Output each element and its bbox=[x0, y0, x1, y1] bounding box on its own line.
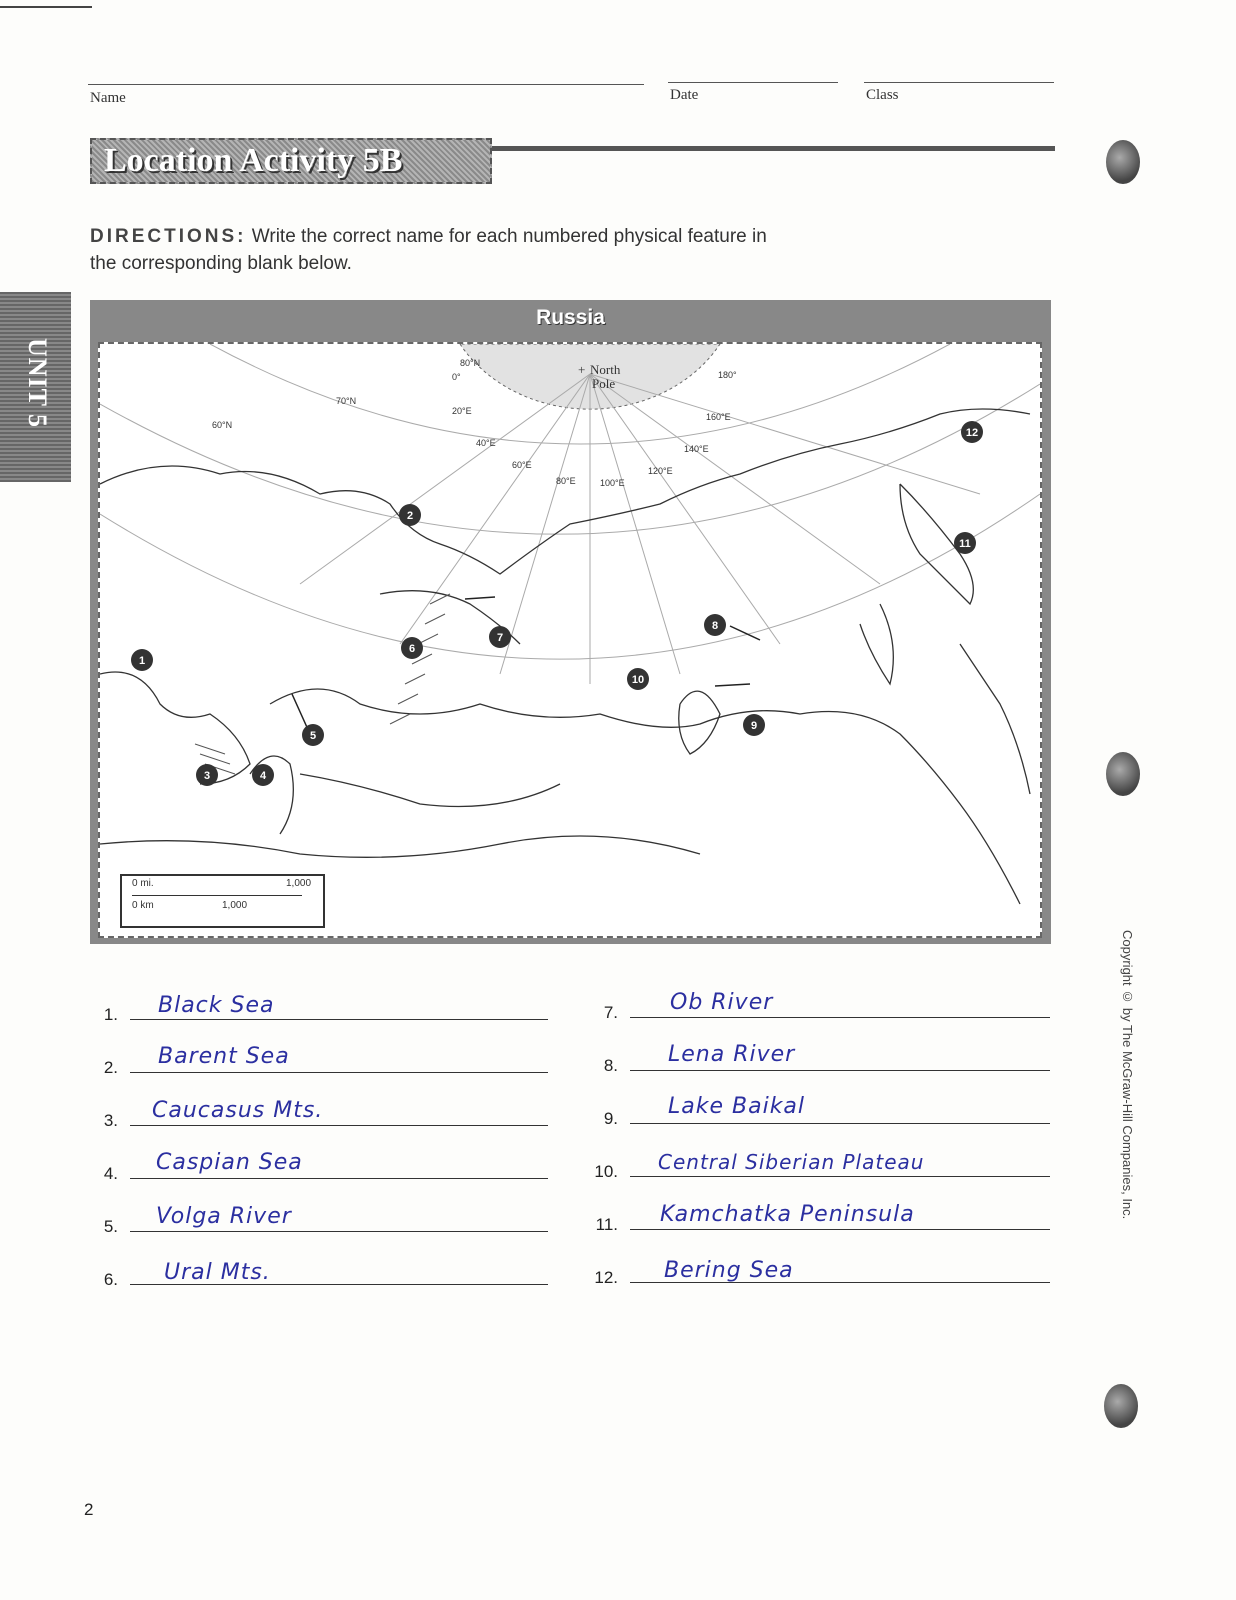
marker-4 bbox=[252, 764, 274, 786]
answer-text: Volga River bbox=[156, 1204, 292, 1229]
answer-line bbox=[130, 1231, 548, 1232]
marker-1 bbox=[131, 649, 153, 671]
date-line bbox=[668, 82, 838, 83]
marker-6 bbox=[401, 637, 423, 659]
answer-number: 11. bbox=[595, 1215, 618, 1234]
map-frame bbox=[90, 300, 1051, 944]
directions-text: Write the correct name for each numbered physical feature in the corresponding blank below. bbox=[90, 226, 767, 274]
answer-text: Black Sea bbox=[158, 993, 275, 1018]
answer-number: 12. bbox=[594, 1268, 618, 1287]
page-title: Location Activity 5B bbox=[104, 142, 403, 179]
answer-number: 3. bbox=[103, 1111, 118, 1130]
map-scale bbox=[120, 874, 325, 928]
scale-km-zero: 0 km bbox=[132, 900, 154, 911]
answer-line bbox=[630, 1123, 1050, 1124]
north-pole-plus: + bbox=[578, 362, 586, 377]
answer-number: 4. bbox=[103, 1164, 118, 1183]
marker-8 bbox=[704, 614, 726, 636]
meridian-140e: 140°E bbox=[684, 444, 709, 454]
russia-map bbox=[100, 344, 1040, 936]
class-label: Class bbox=[866, 87, 899, 103]
directions-lead: DIRECTIONS: bbox=[90, 226, 247, 247]
page-number: 2 bbox=[84, 1500, 94, 1519]
answer-number: 5. bbox=[103, 1217, 118, 1236]
meridian-180: 180° bbox=[718, 370, 737, 380]
answer-number: 9. bbox=[603, 1109, 618, 1128]
answer-line bbox=[130, 1125, 548, 1126]
svg-text:3: 3 bbox=[203, 770, 211, 782]
answer-text: Caspian Sea bbox=[156, 1150, 303, 1175]
svg-text:10: 10 bbox=[631, 674, 645, 686]
answer-number: 6. bbox=[103, 1270, 118, 1289]
punch-hole-middle bbox=[1106, 752, 1140, 796]
parallel-label-80n: 80°N bbox=[460, 358, 481, 368]
answer-number: 2. bbox=[103, 1058, 118, 1077]
answer-number: 10. bbox=[594, 1162, 618, 1181]
marker-7 bbox=[489, 626, 511, 648]
marker-2 bbox=[399, 504, 421, 526]
answer-text: Barent Sea bbox=[158, 1044, 290, 1069]
map-title: Russia bbox=[536, 306, 605, 329]
svg-text:1: 1 bbox=[138, 655, 146, 667]
answer-text: Kamchatka Peninsula bbox=[660, 1202, 915, 1227]
svg-text:8: 8 bbox=[711, 620, 719, 632]
meridian-40e: 40°E bbox=[476, 438, 496, 448]
unit-tab-label: UNIT 5 bbox=[23, 338, 52, 429]
answer-line bbox=[630, 1229, 1050, 1230]
svg-text:6: 6 bbox=[408, 643, 416, 655]
answer-line bbox=[130, 1178, 548, 1179]
answer-text: Ob River bbox=[670, 990, 774, 1015]
stray-mark bbox=[0, 6, 92, 8]
svg-text:5: 5 bbox=[309, 730, 317, 742]
scale-km-end: 1,000 bbox=[222, 900, 248, 911]
meridian-20e: 20°E bbox=[452, 406, 472, 416]
meridian-0: 0° bbox=[452, 372, 461, 382]
svg-text:11: 11 bbox=[959, 538, 971, 550]
svg-text:2: 2 bbox=[406, 510, 414, 522]
leader-lines bbox=[292, 597, 760, 734]
meridian-100e: 100°E bbox=[600, 478, 625, 488]
parallel-label-70n: 70°N bbox=[336, 396, 357, 406]
scale-mi-zero: 0 mi. bbox=[132, 878, 154, 889]
class-line bbox=[864, 82, 1054, 83]
answer-number: 1. bbox=[103, 1005, 118, 1024]
north-pole-label-1: North bbox=[590, 362, 621, 377]
answer-text: Bering Sea bbox=[664, 1258, 794, 1283]
marker-12 bbox=[961, 421, 983, 443]
marker-10 bbox=[627, 668, 649, 690]
answer-number: 7. bbox=[603, 1003, 618, 1022]
answer-text: Ural Mts. bbox=[164, 1260, 271, 1285]
answer-text: Lake Baikal bbox=[668, 1094, 806, 1119]
answer-text: Lena River bbox=[668, 1042, 796, 1067]
directions bbox=[90, 223, 770, 277]
map-area bbox=[98, 342, 1042, 938]
answer-line bbox=[130, 1072, 548, 1073]
answer-line bbox=[630, 1070, 1050, 1071]
copyright-notice: Copyright © by The McGraw-Hill Companies, Inc. bbox=[1120, 930, 1135, 1220]
scale-mi-end: 1,000 bbox=[286, 878, 312, 889]
answer-line bbox=[630, 1017, 1050, 1018]
north-pole-label-2: Pole bbox=[592, 376, 616, 391]
parallel-60 bbox=[100, 494, 1040, 659]
meridian-160e: 160°E bbox=[706, 412, 731, 422]
meridian-60e: 60°E bbox=[512, 460, 532, 470]
svg-text:7: 7 bbox=[496, 632, 504, 644]
title-rule bbox=[492, 146, 1055, 151]
meridian-80e: 80°E bbox=[556, 476, 576, 486]
answer-line bbox=[130, 1019, 548, 1020]
svg-text:4: 4 bbox=[259, 770, 267, 782]
answer-line bbox=[630, 1176, 1050, 1177]
scale-bar bbox=[132, 895, 302, 896]
title-banner bbox=[90, 138, 492, 184]
marker-11 bbox=[954, 532, 976, 554]
unit-tab bbox=[0, 292, 71, 482]
marker-9 bbox=[743, 714, 765, 736]
ural-mountains bbox=[390, 594, 450, 724]
answer-text: Central Siberian Plateau bbox=[658, 1150, 925, 1174]
answer-text: Caucasus Mts. bbox=[152, 1098, 324, 1123]
name-label: Name bbox=[90, 90, 126, 106]
date-label: Date bbox=[670, 87, 699, 103]
svg-text:9: 9 bbox=[750, 720, 758, 732]
punch-hole-bottom bbox=[1104, 1384, 1138, 1428]
meridian-120e: 120°E bbox=[648, 466, 673, 476]
name-line bbox=[88, 84, 644, 85]
punch-hole-top bbox=[1106, 140, 1140, 184]
marker-5 bbox=[302, 724, 324, 746]
answer-number: 8. bbox=[603, 1056, 618, 1075]
marker-3 bbox=[196, 764, 218, 786]
svg-text:12: 12 bbox=[965, 427, 979, 439]
parallel-label-60n: 60°N bbox=[212, 420, 233, 430]
